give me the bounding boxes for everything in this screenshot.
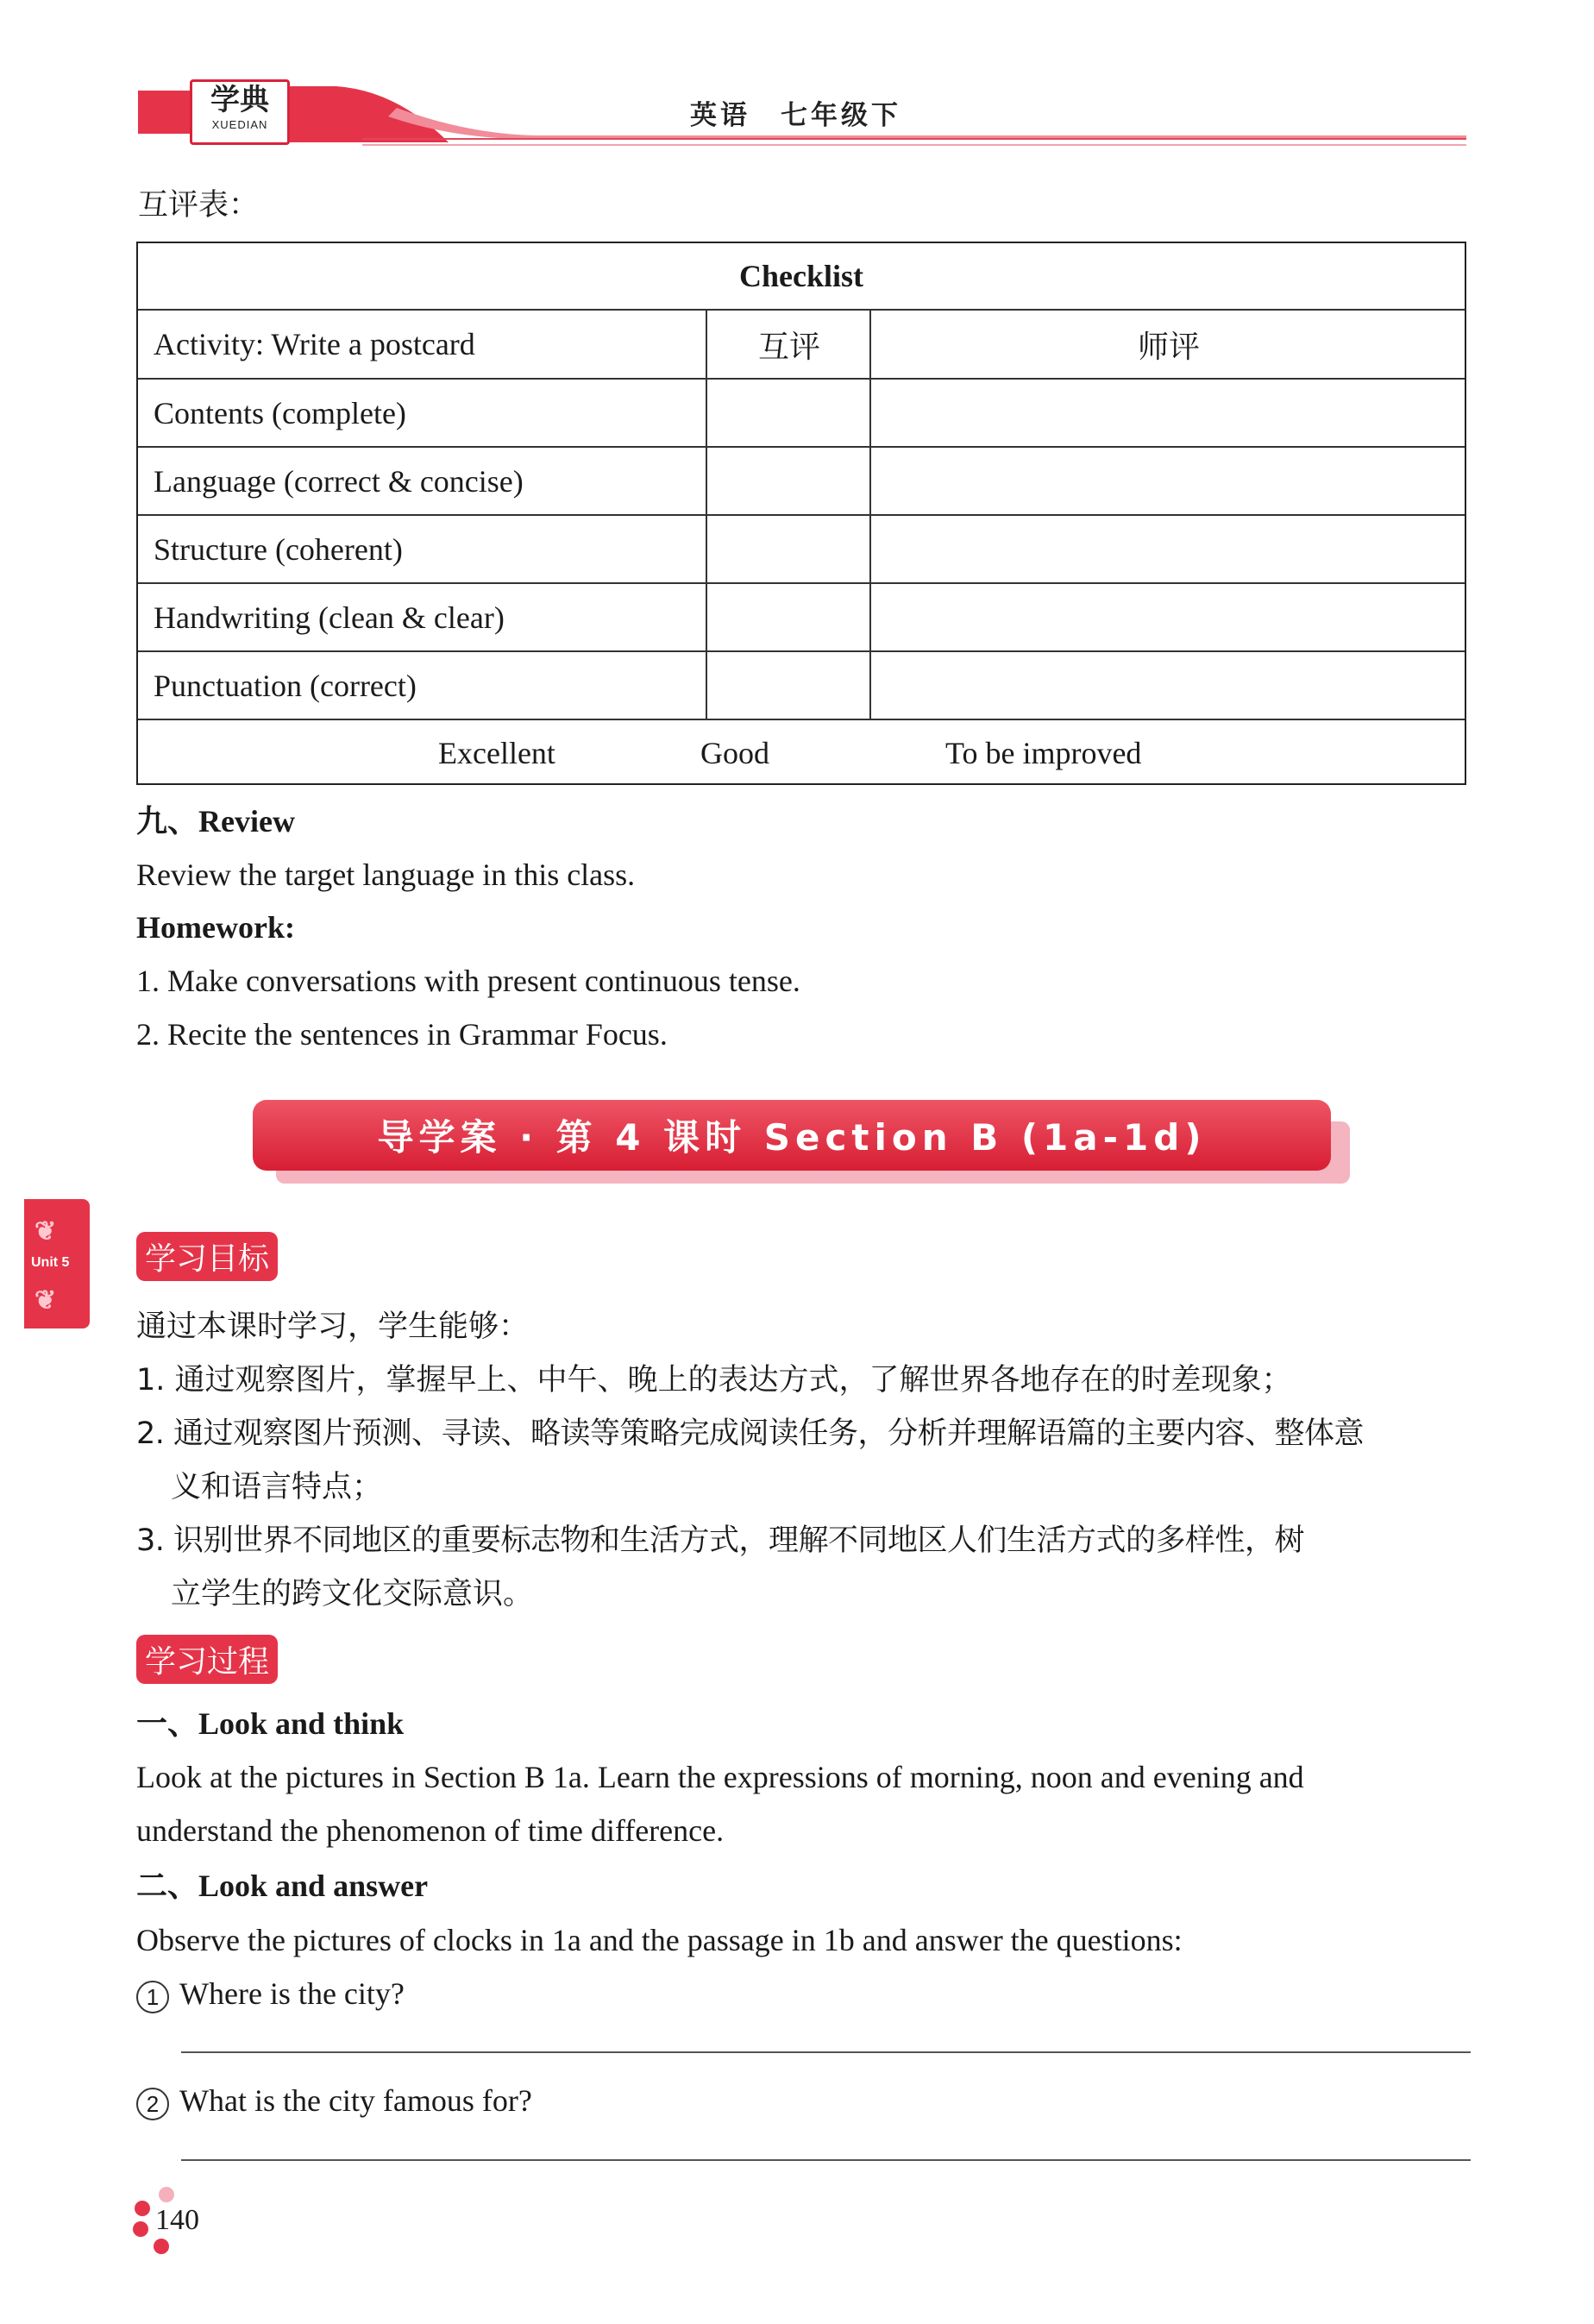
rating-excellent: Excellent — [438, 735, 555, 770]
page-number: 140 — [155, 2204, 199, 2236]
goal-item: 3. 识别世界不同地区的重要标志物和生活方式，理解不同地区人们生活方式的多样性，树 — [136, 1523, 1305, 1558]
activity-cell: Activity: Write a postcard — [154, 327, 475, 361]
header-rule — [362, 138, 1466, 140]
question-number: 2 — [136, 2088, 169, 2120]
section1-text: Look at the pictures in Section B 1a. Learn the expressions of morning, noon and evening and — [136, 1760, 1304, 1794]
column-divider — [869, 309, 871, 719]
section1-text: understand the phenomenon of time difference. — [136, 1813, 725, 1848]
section1-heading: 一、Look and think — [136, 1706, 405, 1741]
question-text: What is the city famous for? — [179, 2083, 532, 2118]
column-divider — [706, 309, 707, 719]
question-text: Where is the city? — [179, 1976, 405, 2011]
rating-row — [138, 719, 1465, 785]
criterion-label: Structure (coherent) — [154, 531, 403, 567]
rating-to-be-improved: To be improved — [945, 735, 1142, 770]
book-title: 英语 七年级下 — [690, 100, 901, 131]
table-row — [138, 378, 1465, 446]
goal-item-continuation: 立学生的跨文化交际意识。 — [171, 1577, 534, 1611]
question-number: 1 — [136, 1981, 169, 2013]
lesson-banner: 导学案 · 第 4 课时 Section B (1a-1d) — [253, 1100, 1331, 1171]
criterion-label: Punctuation (correct) — [154, 668, 417, 703]
homework-item: 2. Recite the sentences in Grammar Focus. — [136, 1017, 668, 1052]
logo-chinese: 学典 — [210, 83, 269, 117]
wing-icon: ❦ — [35, 1286, 57, 1315]
wing-icon: ❦ — [35, 1217, 57, 1246]
homework-label: Homework: — [136, 910, 295, 945]
goal-item: 1. 通过观察图片，掌握早上、中午、晚上的表达方式，了解世界各地存在的时差现象； — [136, 1363, 1292, 1398]
criterion-label: Handwriting (clean & clear) — [154, 600, 505, 635]
answer-line[interactable] — [181, 2051, 1471, 2053]
homework-item: 1. Make conversations with present continuous tense. — [136, 964, 800, 998]
section2-text: Observe the pictures of clocks in 1a and the passage in 1b and answer the questions: — [136, 1923, 1183, 1957]
table-row — [138, 514, 1465, 582]
table-header-row — [138, 309, 1465, 378]
goals-tag: 学习目标 — [136, 1232, 278, 1281]
review-text: Review the target language in this class. — [136, 857, 636, 892]
criterion-label: Language (correct & concise) — [154, 463, 524, 499]
header-rule-light — [362, 144, 1466, 146]
logo-english: XUEDIAN — [211, 118, 268, 131]
checklist-title: Checklist — [739, 259, 863, 293]
process-tag: 学习过程 — [136, 1635, 278, 1684]
table-row — [138, 650, 1465, 719]
goal-item-continuation: 义和语言特点； — [171, 1470, 383, 1504]
peer-eval-label: 互评表： — [138, 188, 260, 223]
question-item — [136, 2082, 532, 2120]
goals-intro: 通过本课时学习，学生能够： — [136, 1310, 530, 1344]
criterion-label: Contents (complete) — [154, 395, 406, 430]
answer-line[interactable] — [181, 2159, 1471, 2161]
unit-side-tab — [24, 1199, 90, 1328]
review-heading: 九、Review — [136, 804, 295, 839]
question-item — [136, 1975, 405, 2013]
table-row — [138, 582, 1465, 650]
rating-good: Good — [700, 735, 769, 770]
teacher-eval-header: 师评 — [1137, 329, 1200, 365]
peer-eval-header: 互评 — [757, 329, 820, 365]
checklist-table — [136, 242, 1466, 785]
table-row — [138, 446, 1465, 514]
goal-item: 2. 通过观察图片预测、寻读、略读等策略完成阅读任务，分析并理解语篇的主要内容、整体意 — [136, 1416, 1365, 1451]
section2-heading: 二、Look and answer — [136, 1869, 429, 1903]
unit-label: Unit 5 — [31, 1255, 70, 1270]
brand-logo — [190, 79, 290, 145]
